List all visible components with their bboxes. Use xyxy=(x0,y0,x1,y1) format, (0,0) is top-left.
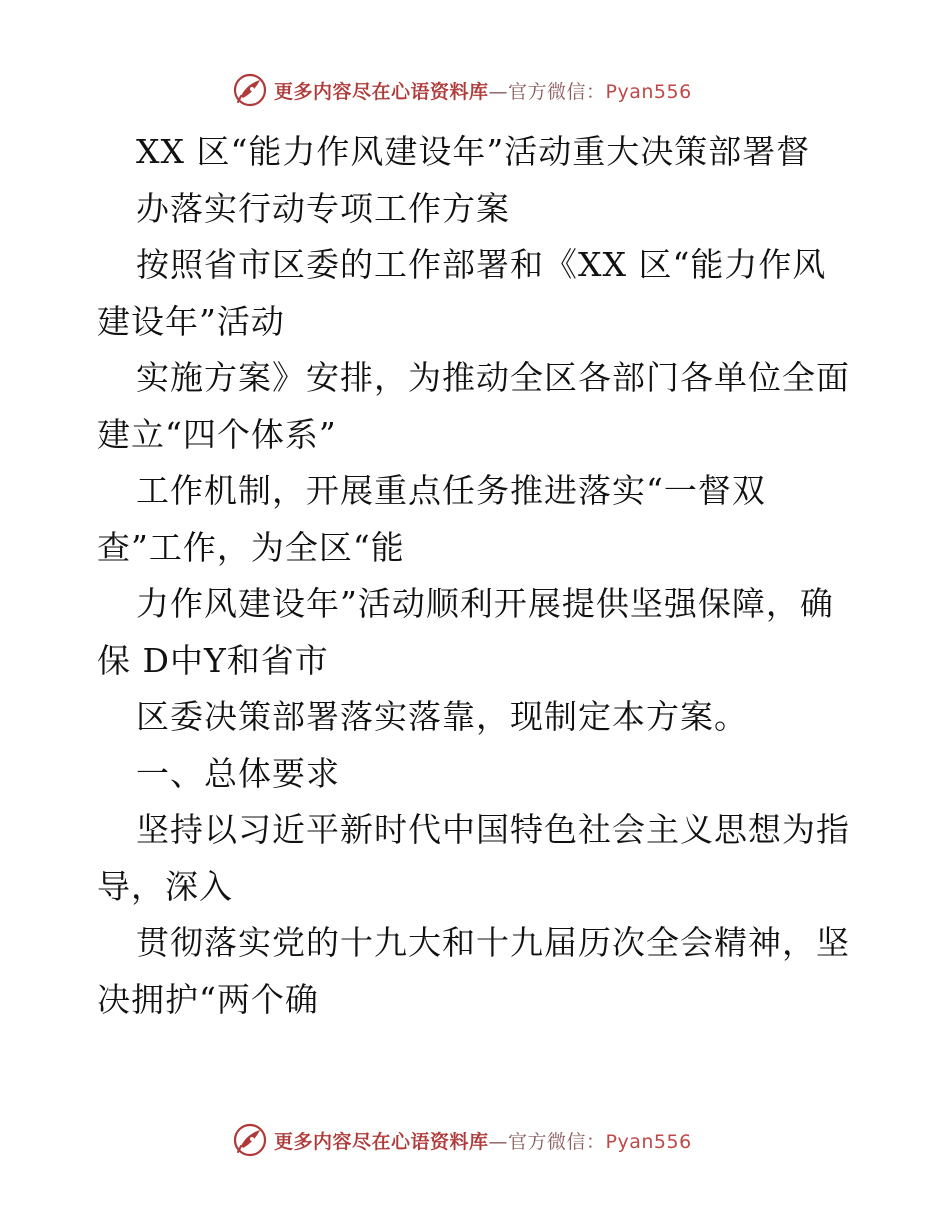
watermark-brand: 更多内容尽在心语资料库 xyxy=(274,1130,489,1153)
paragraph-line: 导，深入 xyxy=(97,866,233,906)
doc-title-line-2: 办落实行动专项工作方案 xyxy=(136,188,510,228)
paragraph-line: 坚持以习近平新时代中国特色社会主义思想为指 xyxy=(136,810,850,849)
paragraph-line: 区委决策部署落实落靠，现制定本方案。 xyxy=(136,697,748,736)
pen-quill-logo-icon xyxy=(232,1122,268,1158)
doc-title-line-1: XX 区“能力作风建设年”活动重大决策部署督 xyxy=(136,132,811,171)
watermark-brand: 更多内容尽在心语资料库 xyxy=(274,80,489,103)
paragraph-line: 工作机制，开展重点任务推进落实“一督双 xyxy=(136,471,766,510)
section-heading: 一、总体要求 xyxy=(136,753,340,793)
paragraph-line: 查”工作，为全区“能 xyxy=(97,527,405,567)
header-watermark xyxy=(232,70,692,110)
footer-watermark xyxy=(232,1120,692,1160)
watermark-wechat-id: Pyan556 xyxy=(605,1130,692,1153)
paragraph-line: 力作风建设年”活动顺利开展提供坚强保障，确 xyxy=(136,584,834,623)
document-body xyxy=(97,124,857,1028)
paragraph-line: 实施方案》安排，为推动全区各部门各单位全面 xyxy=(136,358,850,397)
paragraph-line: 建立“四个体系” xyxy=(97,414,337,454)
watermark-wechat-label: —官方微信： xyxy=(488,80,606,103)
watermark-wechat-label: —官方微信： xyxy=(488,1130,606,1153)
paragraph-line: 建设年”活动 xyxy=(97,301,285,341)
paragraph-line: 按照省市区委的工作部署和《XX 区“能力作风 xyxy=(136,245,827,284)
paragraph-line: 保 D中Y和省市 xyxy=(97,640,329,680)
watermark-text xyxy=(274,1127,692,1154)
watermark-text xyxy=(274,77,692,104)
pen-quill-logo-icon xyxy=(232,72,268,108)
watermark-wechat-id: Pyan556 xyxy=(605,80,692,103)
paragraph-line: 决拥护“两个确 xyxy=(97,979,319,1019)
paragraph-line: 贯彻落实党的十九大和十九届历次全会精神，坚 xyxy=(136,923,850,962)
